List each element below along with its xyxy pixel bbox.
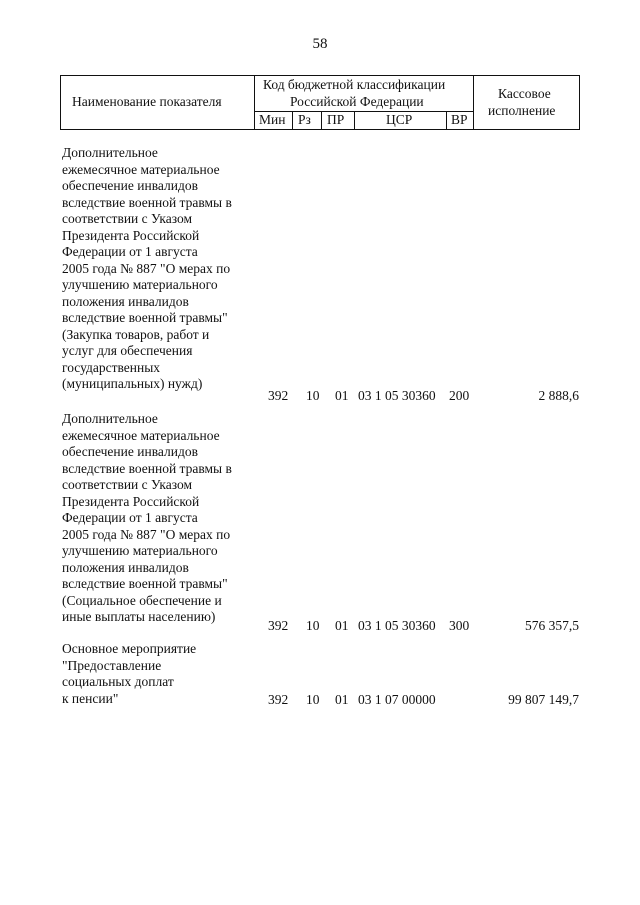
- header-vr: ВР: [451, 112, 468, 127]
- row-name: Дополнительное ежемесячное материальное обеспечение инвалидов вследствие военной травмы в соответствии с Указом Президента Российской Федерации от 1 августа 2005 года № 887 "О мерах по улучшению материального положения инвалидов вследствие военной травмы" (Закупка товаров, работ и услуг для обеспечения государственных (муниципальных) нужд): [62, 145, 232, 391]
- row-pr: 01: [335, 388, 349, 403]
- header-exec-line1: Кассовое: [498, 86, 551, 101]
- row-csr: 03 1 05 30360: [358, 388, 436, 403]
- row-min: 392: [268, 388, 289, 403]
- row-amount: 2 888,6: [538, 388, 579, 403]
- header-divider: [473, 75, 474, 129]
- header-subrow-line: [254, 111, 473, 112]
- page-number: 58: [312, 36, 328, 52]
- header-exec-line2: исполнение: [488, 103, 556, 118]
- row-amount: 99 807 149,7: [508, 692, 579, 707]
- row-vr: 200: [449, 388, 470, 403]
- header-divider: [254, 75, 255, 129]
- header-divider: [321, 111, 322, 129]
- header-divider: [446, 111, 447, 129]
- header-code-column-line1: Код бюджетной классификации: [263, 77, 446, 92]
- row-min: 392: [268, 692, 289, 707]
- header-name-column: Наименование показателя: [72, 94, 222, 109]
- row-name: Дополнительное ежемесячное материальное обеспечение инвалидов вследствие военной травмы в соответствии с Указом Президента Российской Федерации от 1 августа 2005 года № 887 "О мерах по улучшению материального положения инвалидов вследствие военной травмы" (Социальное обеспечение и иные выплаты населению): [62, 411, 232, 624]
- row-amount: 576 357,5: [525, 618, 579, 633]
- header-csr: ЦСР: [386, 112, 413, 127]
- header-rz: Рз: [298, 112, 311, 127]
- row-name: Основное мероприятие "Предоставление социальных доплат к пенсии": [62, 641, 197, 706]
- header-pr: ПР: [327, 112, 345, 127]
- row-min: 392: [268, 618, 289, 633]
- header-code-column-line2: Российской Федерации: [290, 94, 424, 109]
- row-pr: 01: [335, 618, 349, 633]
- row-csr: 03 1 05 30360: [358, 618, 436, 633]
- row-csr: 03 1 07 00000: [358, 692, 436, 707]
- header-divider: [354, 111, 355, 129]
- row-pr: 01: [335, 692, 349, 707]
- header-min: Мин: [259, 112, 286, 127]
- row-rz: 10: [306, 618, 320, 633]
- row-vr: 300: [449, 618, 470, 633]
- row-rz: 10: [306, 388, 320, 403]
- row-rz: 10: [306, 692, 320, 707]
- header-divider: [292, 111, 293, 129]
